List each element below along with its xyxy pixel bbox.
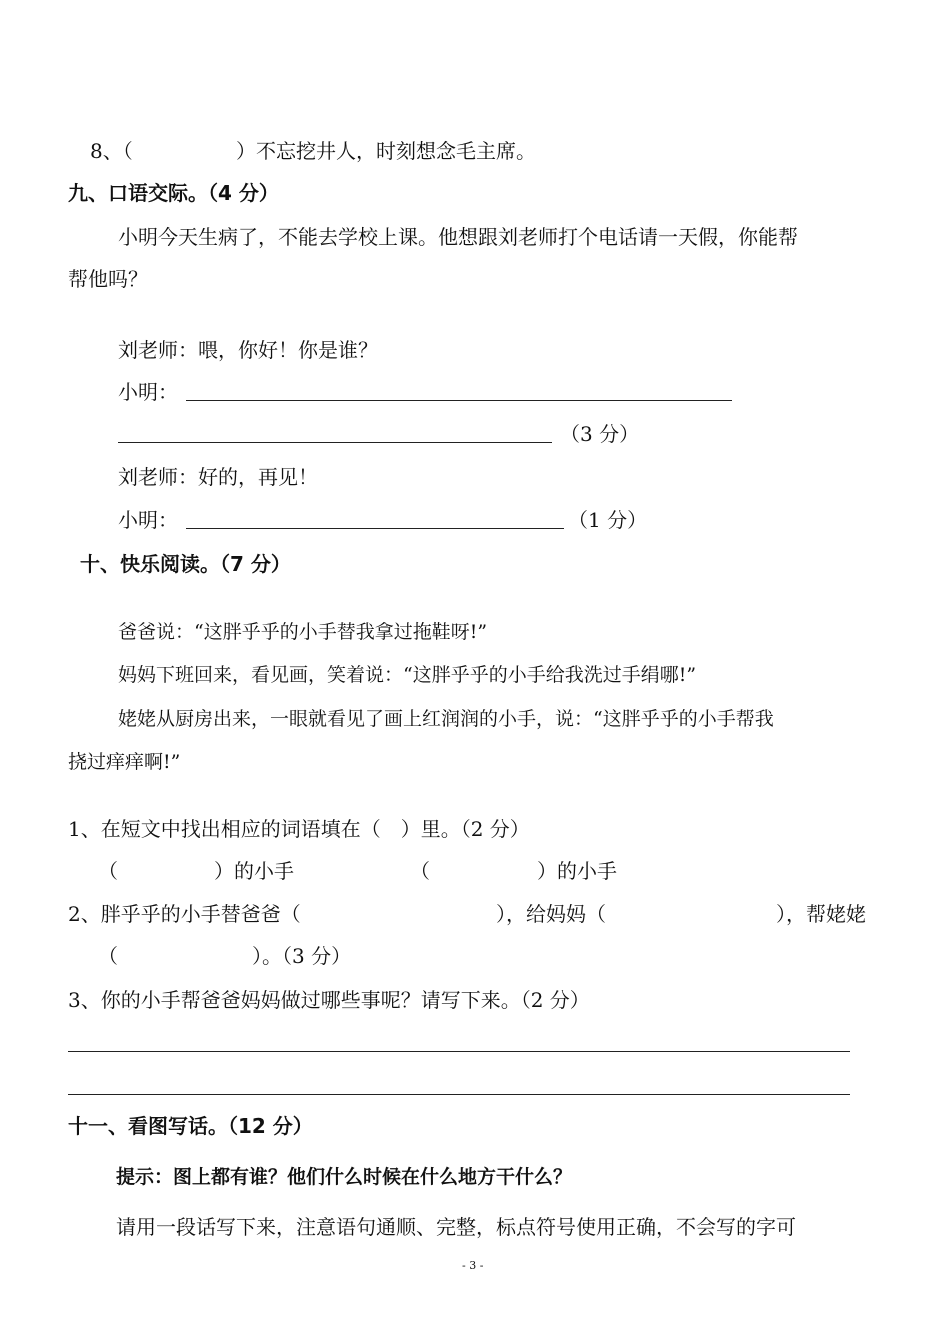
q1-blank-a-open[interactable]: （ (98, 859, 118, 883)
section9-intro-line1: 小明今天生病了，不能去学校上课。他想跟刘老师打个电话请一天假，你能帮 (118, 225, 798, 249)
answer-line-q3-2[interactable] (68, 1094, 850, 1095)
reading-question-2-part-a: 2、胖乎乎的小手替爸爸（ (68, 902, 301, 926)
reading-paragraph-2: 妈妈下班回来，看见画，笑着说：“这胖乎乎的小手给我洗过手绢哪!” (118, 664, 697, 686)
section10-title: 十、快乐阅读。（7 分） (80, 552, 291, 576)
reading-question-2-part-c: ），帮姥姥 (776, 902, 866, 926)
reading-question-3: 3、你的小手帮爸爸妈妈做过哪些事呢？请写下来。（2 分） (68, 988, 590, 1012)
q1-blank-b-open[interactable]: （ (410, 859, 430, 883)
q1-blank-b-close: ）的小手 (537, 859, 617, 883)
answer-line-ming-2[interactable] (186, 528, 564, 529)
q2-blank-open[interactable]: （ (98, 944, 118, 968)
answer-line-ming-1b[interactable] (118, 442, 552, 443)
dialogue-ming-label-2: 小明： (118, 508, 178, 532)
q2-blank-close: ）。（3 分） (252, 944, 352, 968)
section9-intro-line2: 帮他吗？ (68, 267, 148, 291)
section9-title: 九、口语交际。（4 分） (68, 181, 279, 205)
reading-paragraph-3a: 姥姥从厨房出来，一眼就看见了画上红润润的小手，说：“这胖乎乎的小手帮我 (118, 708, 774, 730)
dialogue-ming-label-1: 小明： (118, 380, 178, 404)
reading-paragraph-3b: 挠过痒痒啊!” (68, 751, 181, 773)
q8-text: ）不忘挖井人，时刻想念毛主席。 (236, 139, 536, 163)
reading-paragraph-1: 爸爸说：“这胖乎乎的小手替我拿过拖鞋呀!” (118, 621, 488, 643)
answer-line-q3-1[interactable] (68, 1051, 850, 1052)
reading-question-2-part-b: ），给妈妈（ (496, 902, 606, 926)
dialogue-teacher-1: 刘老师：喂，你好！你是谁？ (118, 338, 378, 362)
section11-instruction: 请用一段话写下来，注意语句通顺、完整，标点符号使用正确，不会写的字可 (116, 1215, 796, 1239)
section11-hint: 提示：图上都有谁？他们什么时候在什么地方干什么？ (116, 1166, 573, 1188)
answer-line-ming-1[interactable] (186, 400, 732, 401)
page-number: - 3 - (462, 1259, 484, 1272)
q8-number: 8、（ (90, 139, 133, 163)
section11-title: 十一、看图写话。（12 分） (68, 1114, 313, 1138)
q1-blank-a-close: ）的小手 (214, 859, 294, 883)
score-1: （1 分） (568, 508, 648, 532)
score-3: （3 分） (560, 422, 640, 446)
reading-question-1: 1、在短文中找出相应的词语填在（ ）里。（2 分） (68, 817, 530, 841)
dialogue-teacher-2: 刘老师：好的，再见！ (118, 465, 318, 489)
